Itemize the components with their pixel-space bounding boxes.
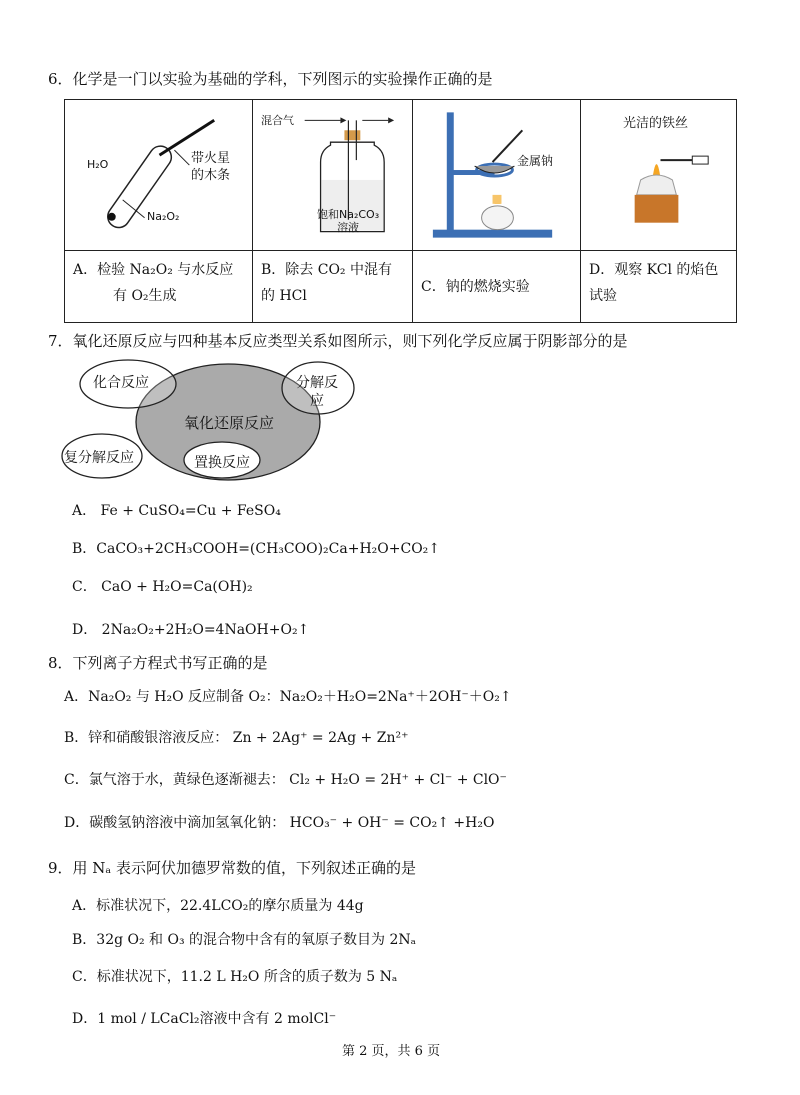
q6-experiment-table xyxy=(64,99,737,323)
label-h2o: H₂O xyxy=(87,158,109,171)
option-8a: A．Na₂O₂ 与 H₂O 反应制备 O₂：Na₂O₂＋H₂O=2Na⁺＋2OH⁻＋O₂↑ xyxy=(64,689,512,705)
option-8c: C．氯气溶于水，黄绿色逐渐褪去： Cl₂ + H₂O = 2H⁺ + Cl⁻ + ClO⁻ xyxy=(64,772,507,788)
label-replacement-reaction: 置换反应 xyxy=(194,455,250,471)
option-7c: C． CaO + H₂O=Ca(OH)₂ xyxy=(72,579,253,595)
label-double-decomposition: 复分解反应 xyxy=(64,450,134,466)
q6-title: 6．化学是一门以实验为基础的学科，下列图示的实验操作正确的是 xyxy=(48,70,493,88)
option-7d: D． 2Na₂O₂+2H₂O=4NaOH+O₂↑ xyxy=(72,622,310,638)
figure-a-cell xyxy=(65,100,253,251)
figure-d-cell xyxy=(581,100,737,251)
label-stick: 带火星 的木条 xyxy=(191,151,231,183)
q8-title: 8．下列离子方程式书写正确的是 xyxy=(48,654,268,672)
label-sodium-metal: 金属钠 xyxy=(517,154,554,168)
option-7a: A． Fe + CuSO₄=Cu + FeSO₄ xyxy=(72,503,281,519)
label-combination-reaction: 化合反应 xyxy=(93,375,149,391)
q7-title: 7．氧化还原反应与四种基本反应类型关系如图所示，则下列化学反应属于阴影部分的是 xyxy=(48,332,628,350)
label-sodium-carbonate: 饱和Na₂CO₃ 溶液 xyxy=(317,208,380,234)
option-7b: B．CaCO₃+2CH₃COOH=(CH₃COO)₂Ca+H₂O+CO₂↑ xyxy=(72,541,441,557)
option-8d: D．碳酸氢钠溶液中滴加氢氧化钠： HCO₃⁻ + OH⁻ = CO₂↑ +H₂O xyxy=(64,815,495,831)
option-9c: C．标准状况下，11.2 L H₂O 所含的质子数为 5 Nₐ xyxy=(72,969,398,985)
label-iron-wire: 光洁的铁丝 xyxy=(623,116,689,131)
figure-b-cell xyxy=(253,100,413,251)
label-redox-reaction: 氧化还原反应 xyxy=(184,414,275,432)
q9-title: 9．用 Nₐ 表示阿伏加德罗常数的值，下列叙述正确的是 xyxy=(48,859,416,877)
option-9a: A．标准状况下，22.4LCO₂的摩尔质量为 44g xyxy=(72,898,364,914)
option-6a: A．检验 Na₂O₂ 与水反应 有 O₂生成 xyxy=(65,251,253,323)
option-6c: C．钠的燃烧实验 xyxy=(413,251,581,323)
figure-c-ring-stand xyxy=(413,100,580,250)
label-decomposition-reaction: 分解反 应 xyxy=(296,375,338,409)
option-6d: D．观察 KCl 的焰色 试验 xyxy=(581,251,737,323)
label-mixed-gas: 混合气 xyxy=(261,114,294,127)
option-8b: B．锌和硝酸银溶液反应： Zn + 2Ag⁺ = 2Ag + Zn²⁺ xyxy=(64,730,409,746)
label-na2o2: Na₂O₂ xyxy=(147,210,180,223)
page-footer: 第 2 页，共 6 页 xyxy=(342,1044,441,1059)
figure-c-cell xyxy=(413,100,581,251)
option-9b: B．32g O₂ 和 O₃ 的混合物中含有的氧原子数目为 2Nₐ xyxy=(72,932,417,948)
option-6b: B．除去 CO₂ 中混有 的 HCl xyxy=(253,251,413,323)
option-9d: D．1 mol / LCaCl₂溶液中含有 2 molCl⁻ xyxy=(72,1011,337,1027)
